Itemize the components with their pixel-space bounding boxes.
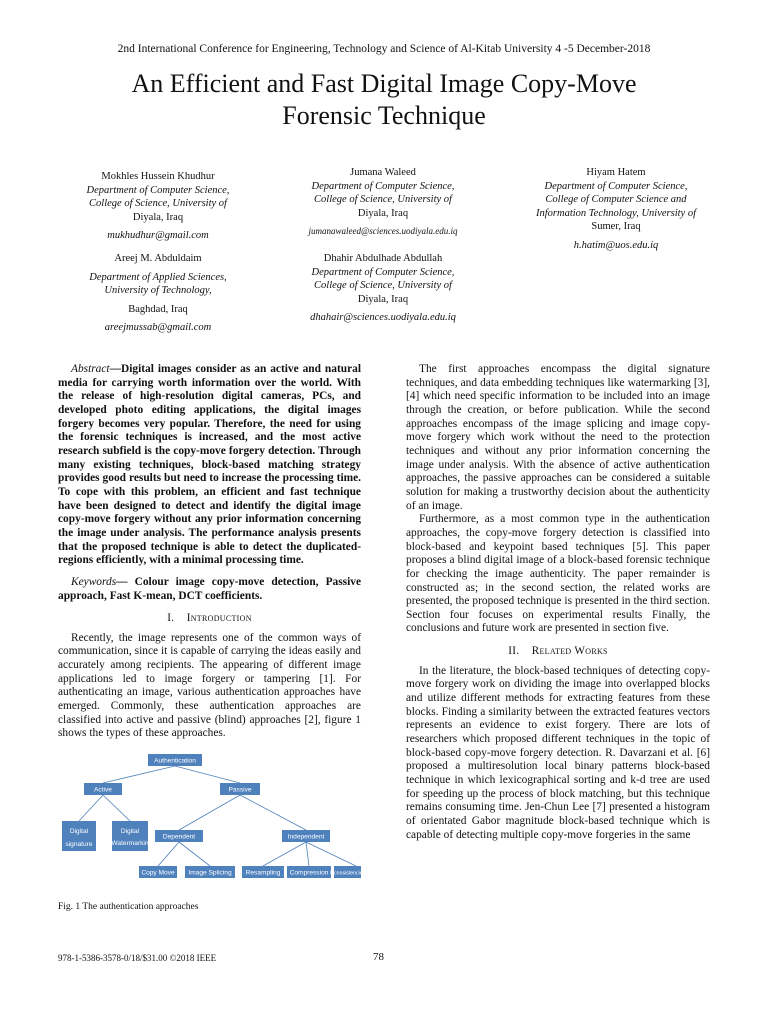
section-title: Introduction [186, 612, 252, 625]
author-affiliation: College of Science, University of [89, 198, 227, 209]
node-resampling [242, 866, 284, 878]
node-label: Image Splicing [188, 869, 232, 877]
author-location: Sumer, Iraq [591, 221, 641, 232]
node-digital-signature [62, 821, 96, 851]
author-email[interactable]: jumanawaleed@sciences.uodiyala.edu.iq [308, 226, 458, 236]
node-passive [220, 783, 260, 795]
abstract-dash: — [109, 363, 121, 375]
section-title: Related Works [531, 645, 608, 658]
keywords-dash: — [116, 575, 135, 588]
copyright-footer: 978-1-5386-3578-0/18/$31.00 ©2018 IEEE [58, 953, 217, 963]
author-location: Diyala, Iraq [357, 293, 409, 305]
author-location: Baghdad, Iraq [128, 303, 188, 315]
keywords [58, 576, 361, 603]
paper-title [40, 68, 728, 132]
node-compression [287, 866, 331, 878]
author-block-5 [283, 252, 483, 325]
authentication-tree-diagram [58, 747, 366, 897]
section-heading-introduction [58, 612, 361, 626]
conference-header: 2nd International Conference for Engineering, Technology and Science of Al-Kitab University 4 -5 December-2018 [117, 43, 651, 55]
title-line-2: Forensic Technique [282, 101, 486, 130]
author-affiliation: Department of Computer Science, [311, 266, 455, 278]
node-label: Dependent [162, 833, 196, 841]
author-email[interactable]: dhahair@sciences.uodiyala.edu.iq [310, 312, 456, 323]
author-affiliation: Department of Computer Science, [311, 180, 455, 192]
node-label: Digital [69, 828, 89, 836]
author-affiliation: Department of Computer Science, [86, 184, 230, 196]
author-affiliation: Information Technology, University of [535, 207, 697, 219]
keywords-text: Colour image copy-move detection, Passive approach, Fast K-mean, DCT coefficients. [58, 575, 362, 602]
abstract-label: Abstract [71, 363, 110, 375]
body-paragraph: Furthermore, as a most common type in the authentication approaches, the copy-move forgery detection is classified into block-based and keypoint based techniques [5]. This paper proposes a blind digital image of a block-based forensic technique for checking the image authenticity. The paper remainder is constructed as; in the second section, the related works are presented, the proposed technique is presented in the third section. Section four focuses on experimental results Finally, the conclusions and future work are presented in section five. [406, 513, 710, 635]
section-heading-related-works [406, 645, 710, 659]
node-dependent [155, 830, 203, 842]
node-label: signature [65, 841, 93, 849]
author-email[interactable]: mukhudhur@gmail.com [107, 230, 209, 241]
author-block-2 [283, 166, 483, 239]
author-name: Jumana Waleed [350, 167, 416, 178]
node-label: Independent [287, 833, 325, 841]
node-label: Authentication [154, 757, 196, 765]
node-label: Compression [289, 869, 329, 877]
node-label: Digital [120, 828, 140, 836]
keywords-label: Keywords [71, 575, 117, 588]
node-active [84, 783, 122, 795]
author-affiliation: College of Science, University of [314, 280, 452, 291]
author-location: Diyala, Iraq [132, 211, 184, 223]
node-label: Passive [228, 786, 252, 794]
section-number: II. [508, 645, 520, 658]
author-name: Dhahir Abdulhade Abdullah [323, 253, 443, 264]
node-label: Copy Move [141, 869, 175, 877]
author-affiliation: University of Technology, [104, 285, 212, 296]
author-location: Diyala, Iraq [357, 207, 409, 219]
node-independent [282, 830, 330, 842]
page-number: 78 [373, 951, 384, 963]
title-line-1: An Efficient and Fast Digital Image Copy-Move [131, 69, 637, 98]
node-label: Watermarkin [111, 840, 149, 848]
body-paragraph: The first approaches encompass the digital signature techniques, and data embedding techniques like watermarking [3], [4] which need specific information to be included into an image through the creation, or before publication. While the second approaches encompass of the image splicing and image copy-move forgery which work without the need to the protection techniques and without any prior information concerning the image under analysis. With the absence of active authentication approaches, the passive approaches can be considered a suitable solution for making a trustworthy decision about the authenticity of an image. [406, 363, 710, 512]
node-label: Inconsistencies [329, 870, 366, 877]
node-image-splicing [185, 866, 235, 878]
author-name: Areej M. Abduldaim [114, 253, 202, 264]
section-number: I. [167, 612, 175, 625]
left-column [58, 363, 366, 915]
abstract [58, 363, 361, 568]
author-email[interactable]: h.hatim@uos.edu.iq [573, 239, 659, 251]
right-column [406, 363, 710, 842]
author-block-4 [58, 252, 258, 335]
node-label: Active [94, 786, 112, 794]
author-affiliation: Department of Applied Sciences, [89, 271, 227, 283]
node-label: Resampling [245, 869, 281, 877]
node-digital-watermarking [111, 821, 148, 851]
author-email[interactable]: areejmussab@gmail.com [104, 322, 212, 333]
figure-authentication-approaches [58, 747, 366, 897]
node-copy-move [139, 866, 177, 878]
author-block-3 [506, 166, 726, 252]
node-inconsistencies [330, 866, 366, 878]
author-affiliation: College of Computer Science and [545, 194, 687, 205]
author-name: Mokhles Hussein Khudhur [101, 171, 215, 182]
related-paragraph-1: In the literature, the block-based techniques of detecting copy-move forgery work on dividing the image into overlapped blocks and utilize different methods for extracting features from these blocks. Finding a similarity between the extracted features vectors represents an evidence to exist forgery. There are lots of researchers which proposed different techniques in the topic of block-based copy-move forgery detection. R. Davarzani et al. [6] proposed a multiresolution local binary patterns block-based technique in which lexicographical sorting and k-d tree are used for speeding up the process of block matching, but this technique remains consuming time. Jen-Chun Lee [7] presented a histogram of orientated Gabor magnitude block-based technique which is capable of detecting multiple copy-move forgeries in the same [406, 664, 710, 841]
intro-paragraph-1: Recently, the image represents one of the common ways of communication, since it is capable of carrying the ideas easily and accurately among recipients. The appearing of different image applications led to image forgery or tampering [1]. For authenticating an image, various authentication approaches have emerged. Commonly, these authentication approaches are classified into active and passive (blind) approaches [2], figure 1 shows the types of these approaches. [58, 631, 361, 740]
author-block-1 [58, 170, 258, 243]
node-authentication [148, 754, 202, 766]
figure-caption: Fig. 1 The authentication approaches [58, 902, 199, 913]
author-affiliation: College of Science, University of [314, 194, 452, 205]
author-affiliation: Department of Computer Science, [544, 180, 688, 192]
author-name: Hiyam Hatem [586, 167, 646, 178]
abstract-text: Digital images consider as an active and natural media for carrying worth information over the world. With the release of high-resolution digital cameras, PCs, and developed photo editing applications, the digital images forgery becomes very popular. Therefore, the need for using the forensic techniques is increased, and the most active research subfield is the copy-move forgery detection. Through many existing techniques, block-based matching strategy provides good results but need to increase the processing time. To cope with this problem, an efficient and fast technique have been designed to detect and identify the digital image copy-move forgery without any prior information concerning the image under analysis. The performance analysis presents that the proposed technique is able to detect the duplicated-regions efficiently, with a minimal processing time. [58, 363, 361, 567]
